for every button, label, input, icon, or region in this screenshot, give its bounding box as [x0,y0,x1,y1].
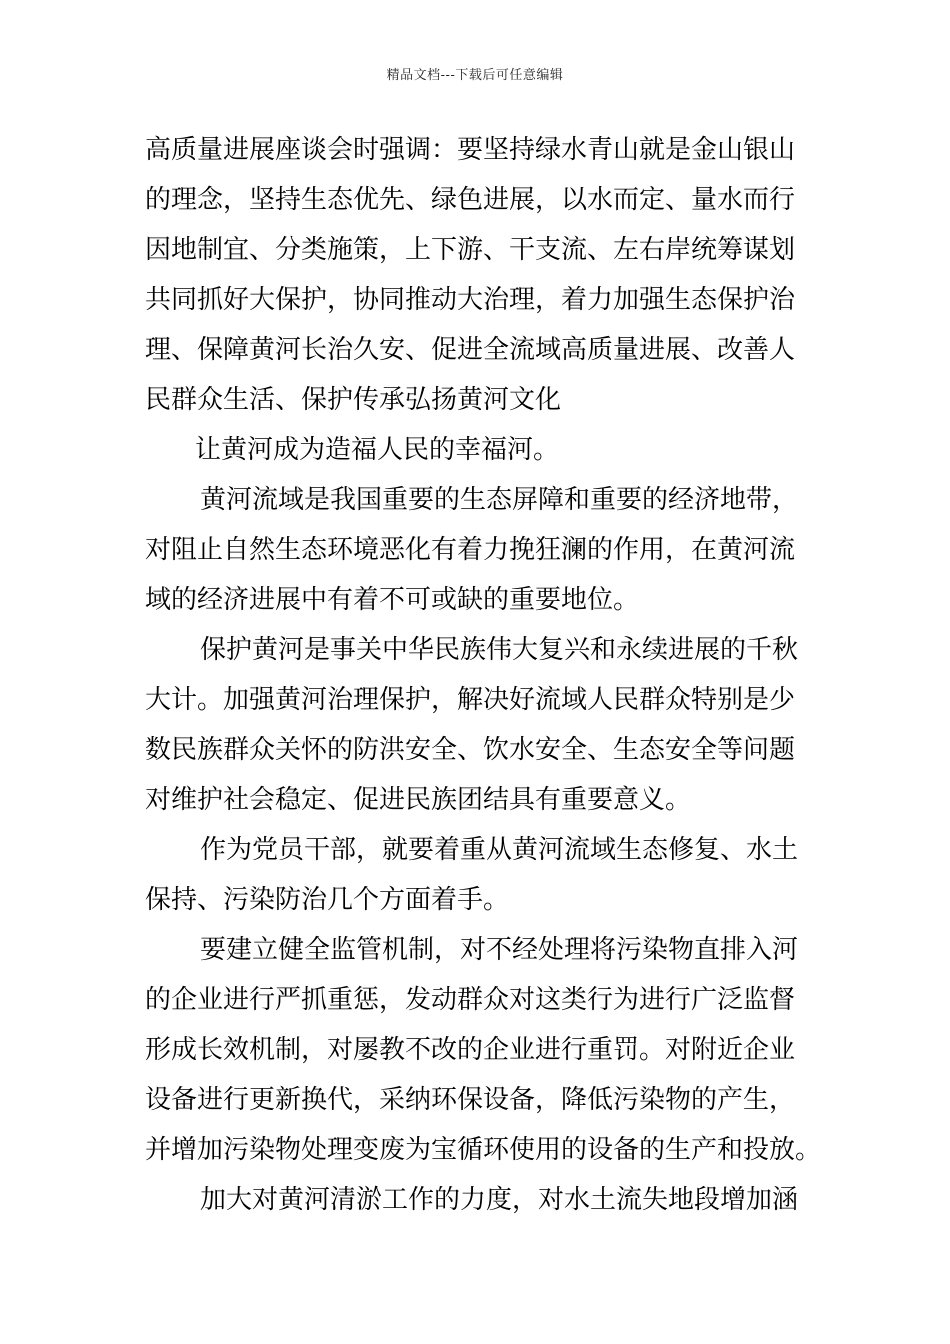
page-header: 精品文档---下载后可任意编辑 [386,68,564,83]
text-line: 数民族群众关怀的防洪安全、饮水安全、生态安全等问题 [145,735,796,765]
text-line: 对维护社会稳定、促进民族团结具有重要意义。 [145,785,692,815]
text-line: 的理念，坚持生态优先、绿色进展，以水而定、量水而行 [145,185,796,215]
paragraph-start-line: 要建立健全监管机制，对不经处理将污染物直排入河 [200,935,799,965]
text-line: 共同抓好大保护，协同推动大治理，着力加强生态保护治 [145,285,796,315]
text-line: 因地制宜、分类施策，上下游、干支流、左右岸统筹谋划 [145,235,796,265]
paragraph-start-line: 保护黄河是事关中华民族伟大复兴和永续进展的千秋 [200,635,799,665]
text-line: 对阻止自然生态环境恶化有着力挽狂澜的作用，在黄河流 [145,535,796,565]
text-line: 并增加污染物处理变废为宝循环使用的设备的生产和投放。 [145,1135,822,1165]
text-line: 的企业进行严抓重惩，发动群众对这类行为进行广泛监督 [145,985,796,1015]
text-line: 设备进行更新换代，采纳环保设备，降低污染物的产生， [145,1085,796,1115]
document-body [145,125,822,1225]
paragraph-start-line: 黄河流域是我国重要的生态屏障和重要的经济地带， [200,485,799,515]
paragraph-start-line: 加大对黄河清淤工作的力度，对水土流失地段增加涵 [200,1185,799,1215]
paragraph-start-line: 作为党员干部，就要着重从黄河流域生态修复、水土 [200,835,799,865]
text-line: 大计。加强黄河治理保护，解决好流域人民群众特别是少 [145,685,796,715]
paragraph-start-line: 让黄河成为造福人民的幸福河。 [195,435,560,465]
text-line: 保持、污染防治几个方面着手。 [145,885,510,915]
text-line: 理、保障黄河长治久安、促进全流域高质量进展、改善人 [145,335,796,365]
text-line: 高质量进展座谈会时强调：要坚持绿水青山就是金山银山 [145,135,796,165]
text-line: 形成长效机制，对屡教不改的企业进行重罚。对附近企业 [145,1035,796,1065]
text-line: 民群众生活、保护传承弘扬黄河文化 [145,385,562,415]
text-line: 域的经济进展中有着不可或缺的重要地位。 [145,585,640,615]
